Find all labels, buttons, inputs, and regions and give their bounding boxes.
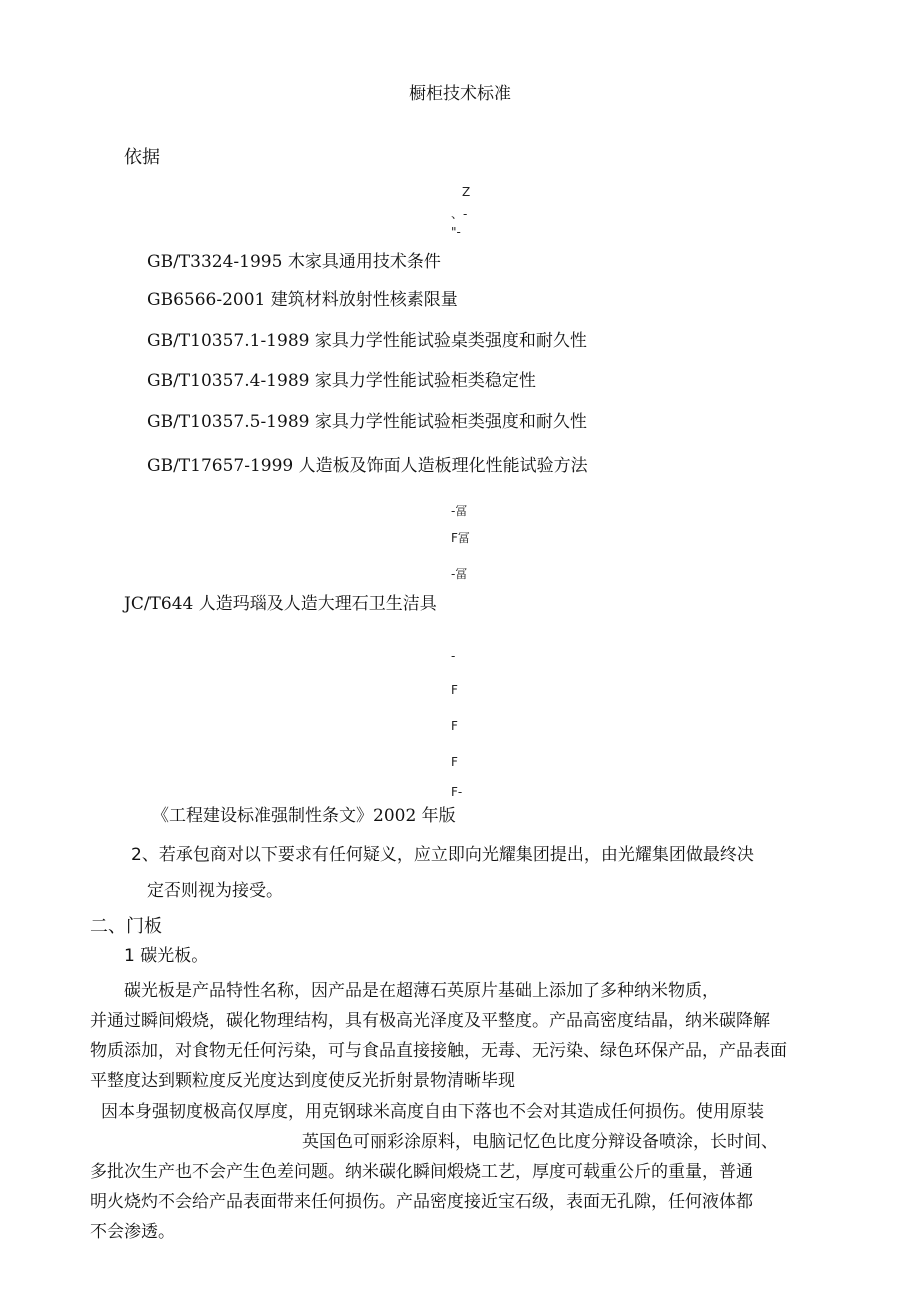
standard-item: GB/T17657-1999 人造板及饰面人造板理化性能试验方法 bbox=[147, 456, 588, 476]
standard-item: GB6566-2001 建筑材料放射性核素限量 bbox=[147, 290, 458, 310]
paragraph-line: 明火烧灼不会给产品表面带来任何损伤。产品密度接近宝石级，表面无孔隙，任何液体都 bbox=[90, 1192, 753, 1212]
section-heading-door-panel: 二、门板 bbox=[90, 916, 162, 937]
document-title: 橱柜技术标准 bbox=[409, 84, 511, 104]
paragraph-line: 并通过瞬间煅烧，碳化物理结构，具有极高光泽度及平整度。产品高密度结晶，纳米碳降解 bbox=[90, 1011, 770, 1031]
text-fragment: F bbox=[451, 683, 458, 697]
standard-item: GB/T3324-1995 木家具通用技术条件 bbox=[147, 252, 441, 272]
text-fragment: -冨 bbox=[451, 567, 468, 581]
text-fragment: -冨 bbox=[451, 504, 468, 518]
item-2-line: 定否则视为接受。 bbox=[147, 881, 283, 901]
paragraph-line: 英国色可丽彩涂原料，电脑记忆色比度分辩设备喷涂，长时间、 bbox=[302, 1132, 778, 1152]
standard-item-jc: JC/T644 人造玛瑙及人造大理石卫生洁具 bbox=[124, 594, 437, 614]
standard-item: GB/T10357.4-1989 家具力学性能试验柜类稳定性 bbox=[147, 371, 536, 391]
subsection-heading: 1 碳光板。 bbox=[124, 946, 209, 966]
paragraph-line: 多批次生产也不会产生色差问题。纳米碳化瞬间煅烧工艺，厚度可载重公斤的重量，普通 bbox=[90, 1162, 753, 1182]
text-fragment: F- bbox=[451, 785, 463, 799]
paragraph-line: 平整度达到颗粒度反光度达到度使反光折射景物清晰毕现 bbox=[90, 1071, 515, 1091]
paragraph-line: 碳光板是产品特性名称，因产品是在超薄石英原片基础上添加了多种纳米物质， bbox=[124, 981, 719, 1001]
paragraph-line: 物质添加，对食物无任何污染，可与食品直接接触，无毒、无污染、绿色环保产品，产品表面 bbox=[90, 1041, 787, 1061]
paragraph-line: 因本身强韧度极高仅厚度，用克钢球米高度自由下落也不会对其造成任何损伤。使用原装 bbox=[101, 1102, 764, 1122]
paragraph-line: 不会渗透。 bbox=[90, 1222, 175, 1242]
text-fragment: F bbox=[451, 755, 458, 769]
code-reference: 《工程建设标准强制性条文》2002 年版 bbox=[152, 806, 456, 826]
text-fragment: F冨 bbox=[451, 531, 470, 545]
standard-item: GB/T10357.5-1989 家具力学性能试验柜类强度和耐久性 bbox=[147, 412, 587, 432]
basis-heading: 依据 bbox=[124, 147, 160, 168]
text-fragment: - bbox=[451, 649, 456, 663]
text-fragment: F bbox=[451, 719, 458, 733]
standard-item: GB/T10357.1-1989 家具力学性能试验桌类强度和耐久性 bbox=[147, 331, 587, 351]
item-2-line: 2、若承包商对以下要求有任何疑义，应立即向光耀集团提出，由光耀集团做最终决 bbox=[131, 845, 754, 865]
text-fragment: 、- bbox=[451, 207, 468, 221]
text-fragment: Z bbox=[462, 185, 471, 199]
text-fragment: "- bbox=[451, 225, 461, 239]
